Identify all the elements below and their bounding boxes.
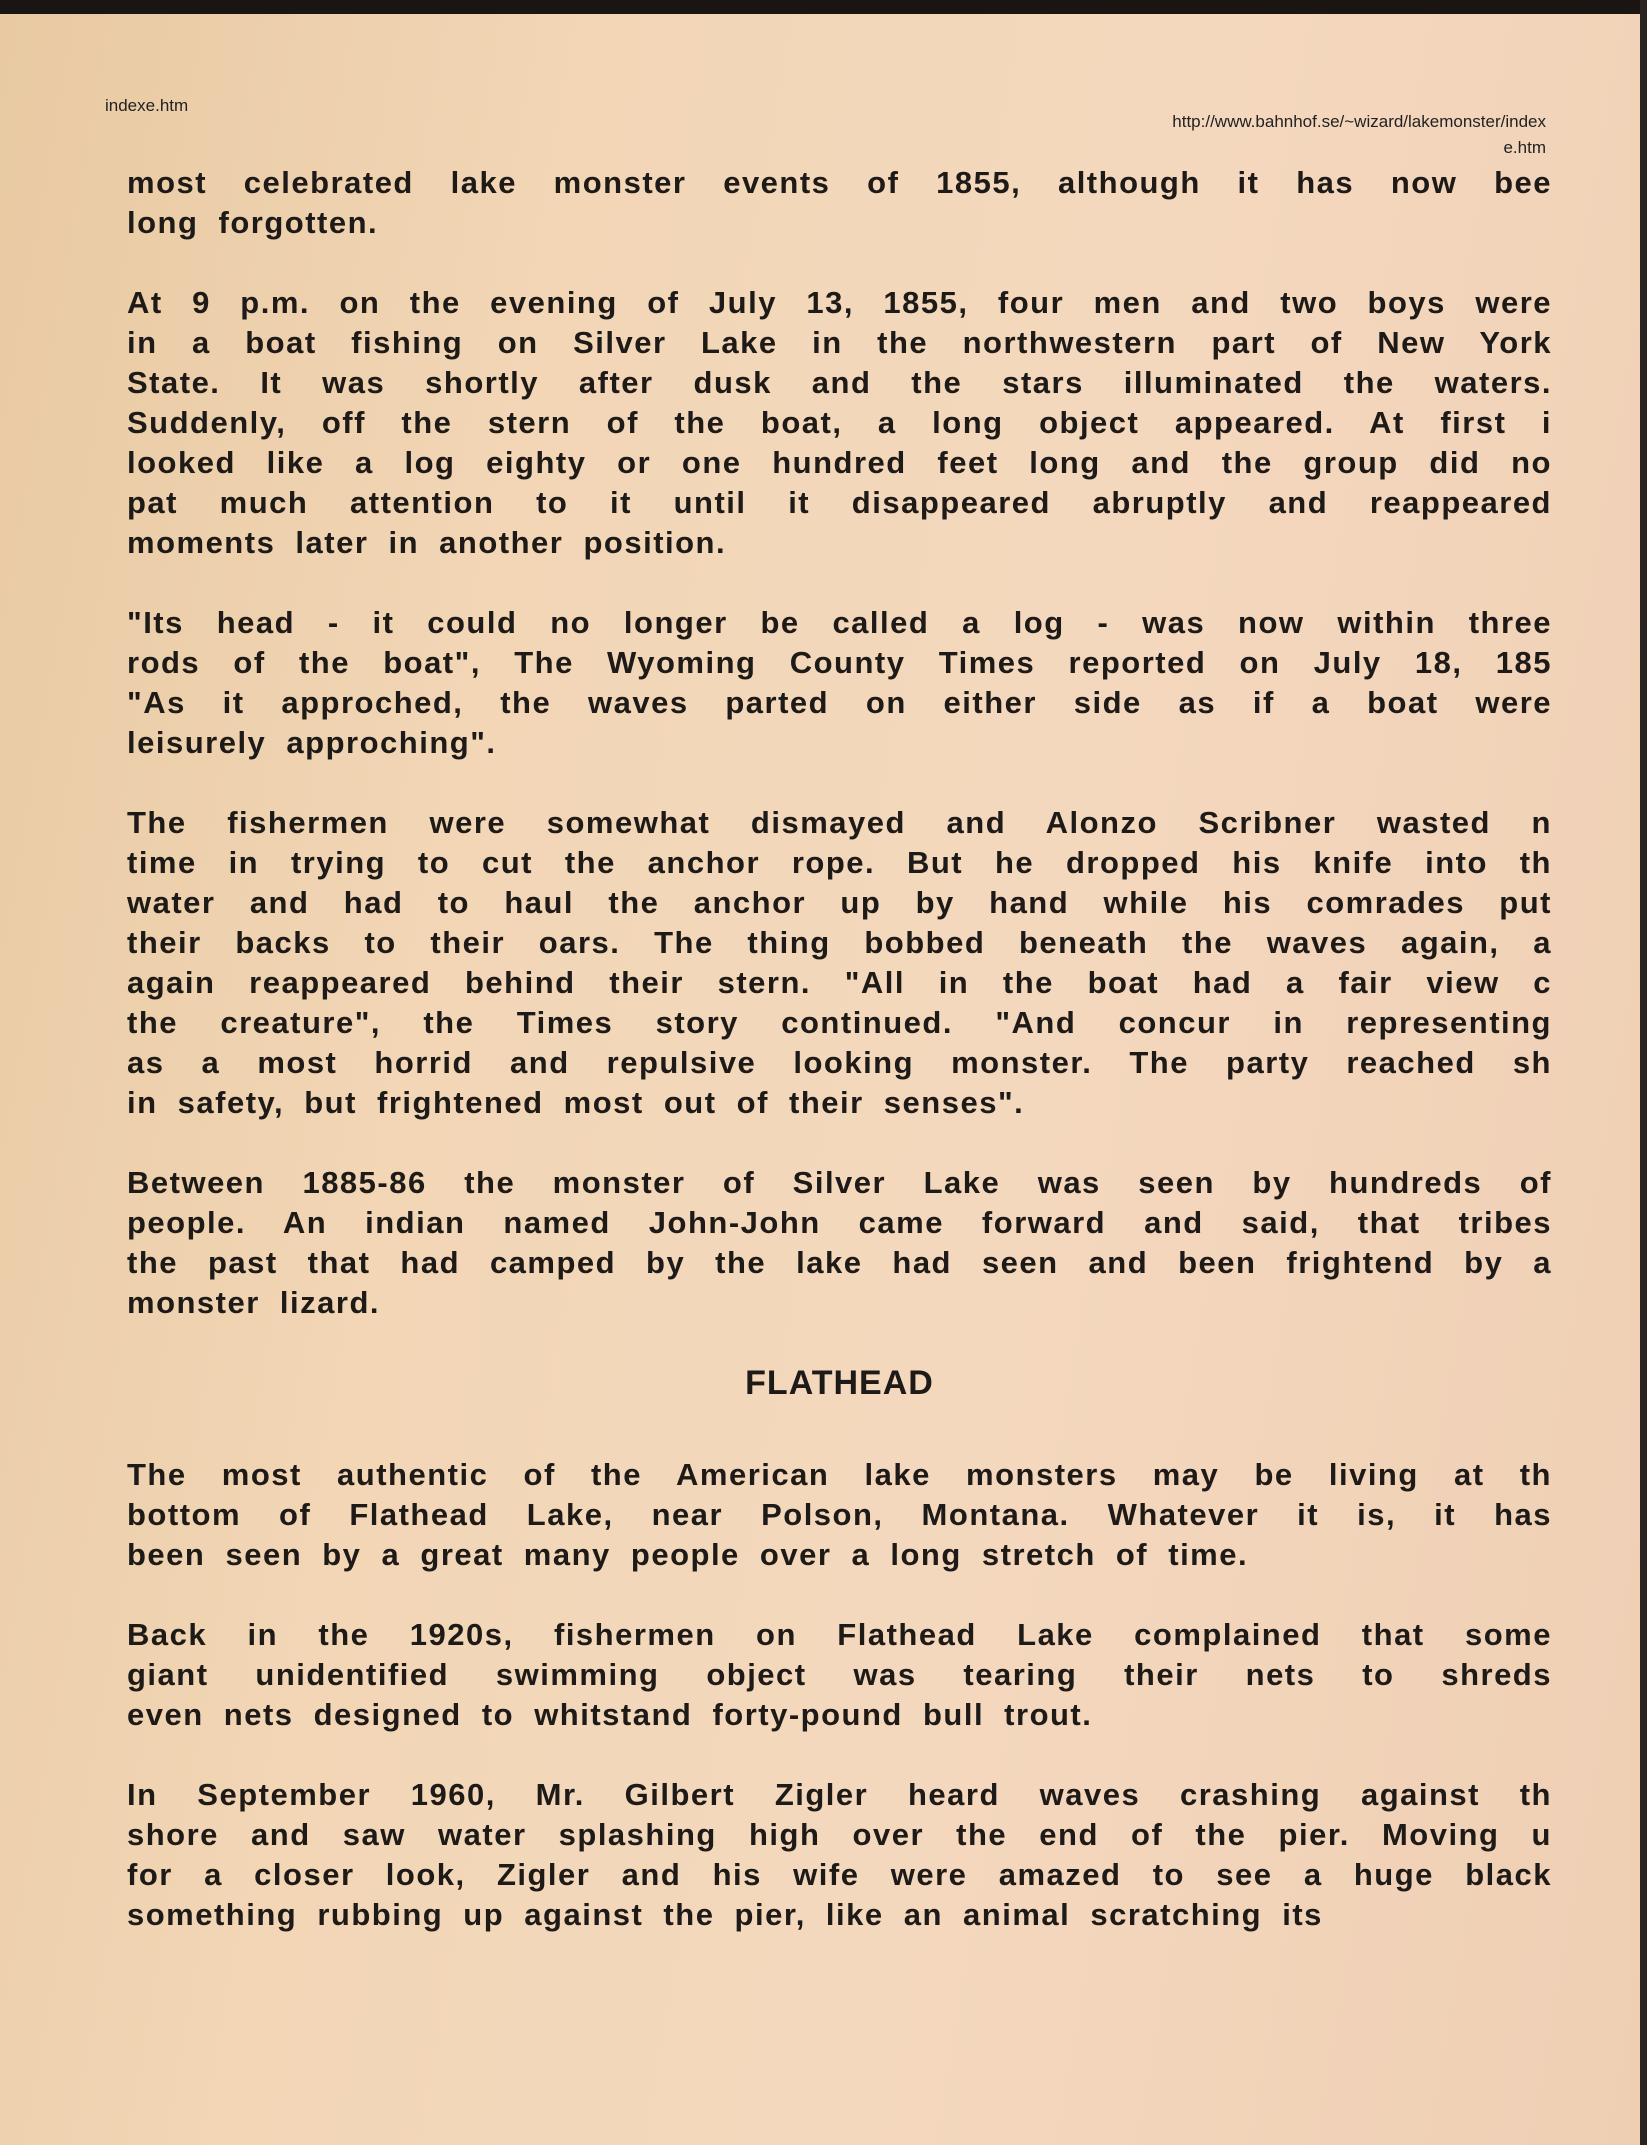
header-url-line1: http://www.bahnhof.se/~wizard/lakemonster/index xyxy=(1172,112,1546,131)
text-line: shore and saw water splashing high over the end of the pier. Moving u xyxy=(127,1817,1552,1852)
paragraph xyxy=(127,1163,1552,1323)
text-line: looked like a log eighty or one hundred feet long and the group did no xyxy=(127,445,1552,480)
text-line: In September 1960, Mr. Gilbert Zigler heard waves crashing against th xyxy=(127,1777,1552,1812)
text-line: as a most horrid and repulsive looking monster. The party reached sh xyxy=(127,1045,1552,1080)
header-url-line2: e.htm xyxy=(1503,138,1546,157)
paragraph xyxy=(127,603,1552,763)
text-line: monster lizard. xyxy=(127,1285,380,1320)
paragraph xyxy=(127,1455,1552,1575)
text-line: rods of the boat", The Wyoming County Times reported on July 18, 185 xyxy=(127,645,1552,680)
text-line: again reappeared behind their stern. "All in the boat had a fair view c xyxy=(127,965,1552,1000)
text-line: most celebrated lake monster events of 1855, although it has now bee xyxy=(127,165,1552,200)
paragraph xyxy=(127,803,1552,1123)
paragraph xyxy=(127,1615,1552,1735)
text-line: moments later in another position. xyxy=(127,525,727,560)
text-line: the creature", the Times story continued. "And concur in representing xyxy=(127,1005,1552,1040)
text-line: for a closer look, Zigler and his wife were amazed to see a huge black xyxy=(127,1857,1552,1892)
text-line: The most authentic of the American lake monsters may be living at th xyxy=(127,1457,1552,1492)
text-line: State. It was shortly after dusk and the stars illuminated the waters. xyxy=(127,365,1552,400)
text-line: in safety, but frightened most out of their senses". xyxy=(127,1085,1025,1120)
text-line: giant unidentified swimming object was tearing their nets to shreds xyxy=(127,1657,1552,1692)
text-line: bottom of Flathead Lake, near Polson, Montana. Whatever it is, it has xyxy=(127,1497,1552,1532)
text-line: the past that had camped by the lake had seen and been frightend by a xyxy=(127,1245,1552,1280)
text-line: Back in the 1920s, fishermen on Flathead Lake complained that some xyxy=(127,1617,1552,1652)
page-edge-shadow xyxy=(1640,0,1647,2145)
text-line: At 9 p.m. on the evening of July 13, 1855, four men and two boys were xyxy=(127,285,1552,320)
text-line: been seen by a great many people over a long stretch of time. xyxy=(127,1537,1249,1572)
document-body xyxy=(127,163,1552,1975)
text-line: The fishermen were somewhat dismayed and Alonzo Scribner wasted n xyxy=(127,805,1552,840)
section-heading: FLATHEAD xyxy=(745,1364,934,1402)
text-line: time in trying to cut the anchor rope. But he dropped his knife into th xyxy=(127,845,1552,880)
text-line: Between 1885-86 the monster of Silver Lake was seen by hundreds of xyxy=(127,1165,1552,1200)
text-line: something rubbing up against the pier, like an animal scratching its xyxy=(127,1897,1323,1932)
text-line: people. An indian named John-John came forward and said, that tribes xyxy=(127,1205,1552,1240)
text-line: their backs to their oars. The thing bobbed beneath the waves again, a xyxy=(127,925,1552,960)
text-line: Suddenly, off the stern of the boat, a long object appeared. At first i xyxy=(127,405,1552,440)
text-line: even nets designed to whitstand forty-pound bull trout. xyxy=(127,1697,1093,1732)
text-line: in a boat fishing on Silver Lake in the northwestern part of New York xyxy=(127,325,1552,360)
paragraph xyxy=(127,283,1552,563)
paragraph xyxy=(127,1775,1552,1935)
text-line: long forgotten. xyxy=(127,205,379,240)
text-line: "As it approched, the waves parted on either side as if a boat were xyxy=(127,685,1552,720)
text-line: leisurely approching". xyxy=(127,725,497,760)
text-line: "Its head - it could no longer be called a log - was now within three xyxy=(127,605,1552,640)
text-line: water and had to haul the anchor up by hand while his comrades put xyxy=(127,885,1552,920)
paragraph xyxy=(127,163,1552,243)
text-line: pat much attention to it until it disappeared abruptly and reappeared xyxy=(127,485,1552,520)
header-url xyxy=(1172,112,1546,158)
header-filename: indexe.htm xyxy=(105,96,189,115)
